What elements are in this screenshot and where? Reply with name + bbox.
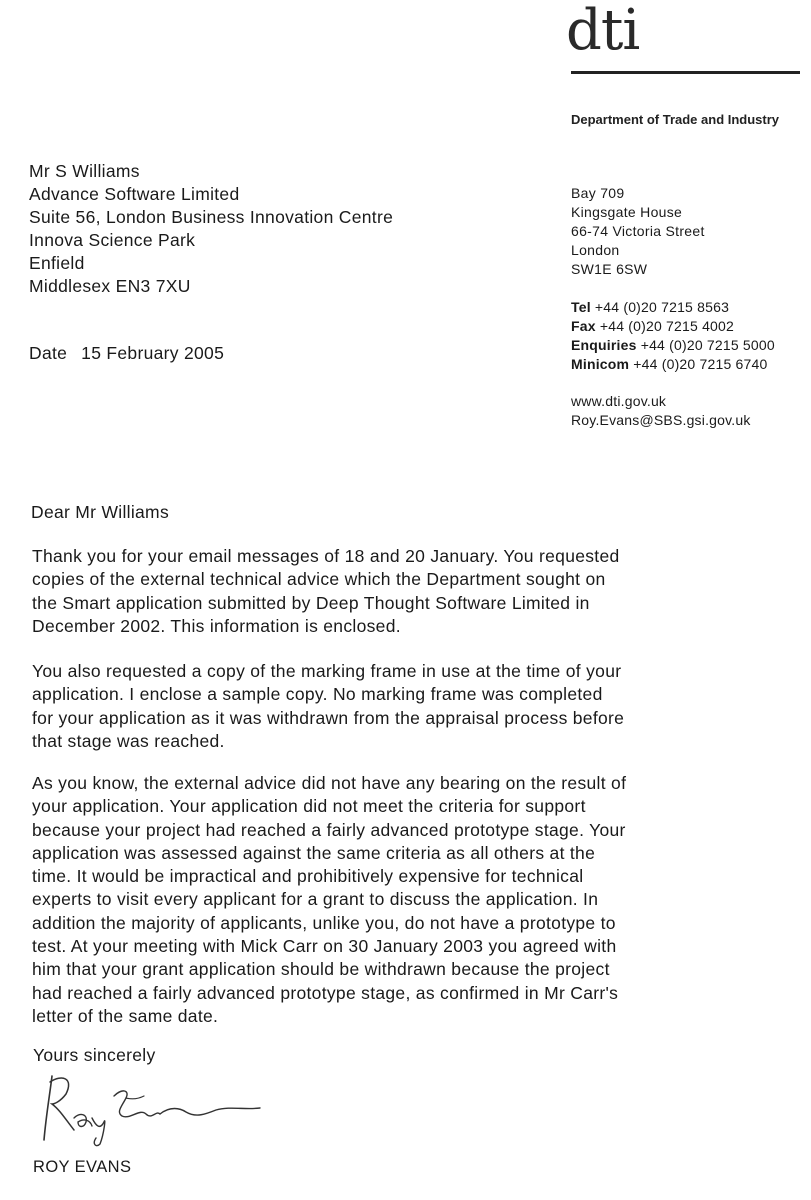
paragraph-line: him that your grant application should be withdrawn because the project bbox=[32, 959, 610, 980]
contact-fax bbox=[571, 317, 775, 336]
contact-enquiries bbox=[571, 336, 775, 355]
recipient-line: Suite 56, London Business Innovation Centre bbox=[29, 207, 394, 227]
sender-line: London bbox=[571, 242, 620, 258]
contact-value: +44 (0)20 7215 8563 bbox=[594, 299, 730, 315]
date-value: 15 February 2005 bbox=[81, 343, 225, 363]
sender-line: Kingsgate House bbox=[571, 204, 683, 220]
paragraph-line: Thank you for your email messages of 18 and 20 January. You requested bbox=[32, 546, 620, 566]
paragraph-line: letter of the same date. bbox=[32, 1005, 219, 1026]
date-label: Date bbox=[29, 343, 68, 363]
contact-tel bbox=[571, 298, 775, 317]
paragraph-line: for your application as it was withdrawn from the appraisal process before bbox=[32, 707, 625, 728]
email-link[interactable]: Roy.Evans@SBS.gsi.gov.uk bbox=[571, 412, 751, 428]
paragraph-3 bbox=[32, 772, 626, 1028]
contact-label: Tel bbox=[571, 299, 591, 315]
department-name: Department of Trade and Industry bbox=[571, 112, 780, 127]
sender-address bbox=[571, 184, 705, 279]
paragraph-line: that stage was reached. bbox=[32, 730, 225, 751]
handwritten-signature bbox=[30, 1068, 280, 1148]
salutation: Dear Mr Williams bbox=[31, 502, 169, 522]
website-link[interactable]: www.dti.gov.uk bbox=[571, 393, 667, 409]
paragraph-line: test. At your meeting with Mick Carr on 30 January 2003 you agreed with bbox=[32, 936, 617, 957]
recipient-line: Middlesex EN3 7XU bbox=[29, 276, 191, 296]
contact-minicom bbox=[571, 355, 775, 374]
closing: Yours sincerely bbox=[33, 1045, 156, 1065]
paragraph-line: experts to visit every applicant for a grant to discuss the application. In bbox=[32, 889, 599, 910]
letter-date bbox=[29, 343, 224, 364]
contact-value: +44 (0)20 7215 4002 bbox=[599, 318, 735, 334]
paragraph-line: time. It would be impractical and prohibitively expensive for technical bbox=[32, 866, 584, 887]
paragraph-line: because your project had reached a fairly advanced prototype stage. Your bbox=[32, 819, 626, 840]
letterhead-rule bbox=[571, 71, 800, 74]
recipient-line: Mr S Williams bbox=[29, 161, 140, 181]
paragraph-line: application. I enclose a sample copy. No marking frame was completed bbox=[32, 684, 603, 705]
contact-label: Enquiries bbox=[571, 337, 637, 353]
sender-line: SW1E 6SW bbox=[571, 261, 648, 277]
recipient-address bbox=[29, 160, 393, 298]
contact-label: Minicom bbox=[571, 356, 630, 372]
recipient-line: Innova Science Park bbox=[29, 230, 196, 250]
paragraph-line: your application. Your application did not meet the criteria for support bbox=[32, 796, 586, 817]
sender-line: Bay 709 bbox=[571, 185, 625, 201]
contact-numbers bbox=[571, 298, 775, 374]
paragraph-line: the Smart application submitted by Deep Thought Software Limited in bbox=[32, 592, 590, 613]
paragraph-line: addition the majority of applicants, unlike you, do not have a prototype to bbox=[32, 912, 616, 933]
paragraph-line: had reached a fairly advanced prototype stage, as confirmed in Mr Carr's bbox=[32, 982, 619, 1003]
contact-value: +44 (0)20 7215 5000 bbox=[640, 337, 775, 353]
paragraph-line: As you know, the external advice did not have any bearing on the result of bbox=[32, 773, 627, 793]
paragraph-1 bbox=[32, 545, 620, 638]
paragraph-2 bbox=[32, 660, 624, 753]
paragraph-line: application was assessed against the same criteria as all others at the bbox=[32, 842, 596, 863]
recipient-line: Enfield bbox=[29, 253, 85, 273]
web-contacts bbox=[571, 392, 751, 430]
contact-label: Fax bbox=[571, 318, 596, 334]
sender-line: 66-74 Victoria Street bbox=[571, 223, 705, 239]
signatory-name: ROY EVANS bbox=[33, 1158, 132, 1176]
recipient-line: Advance Software Limited bbox=[29, 184, 240, 204]
paragraph-line: You also requested a copy of the marking frame in use at the time of your bbox=[32, 661, 622, 681]
dti-logo: dti bbox=[566, 0, 640, 63]
paragraph-line: December 2002. This information is enclosed. bbox=[32, 615, 401, 636]
contact-value: +44 (0)20 7215 6740 bbox=[633, 356, 768, 372]
paragraph-line: copies of the external technical advice which the Department sought on bbox=[32, 569, 606, 590]
